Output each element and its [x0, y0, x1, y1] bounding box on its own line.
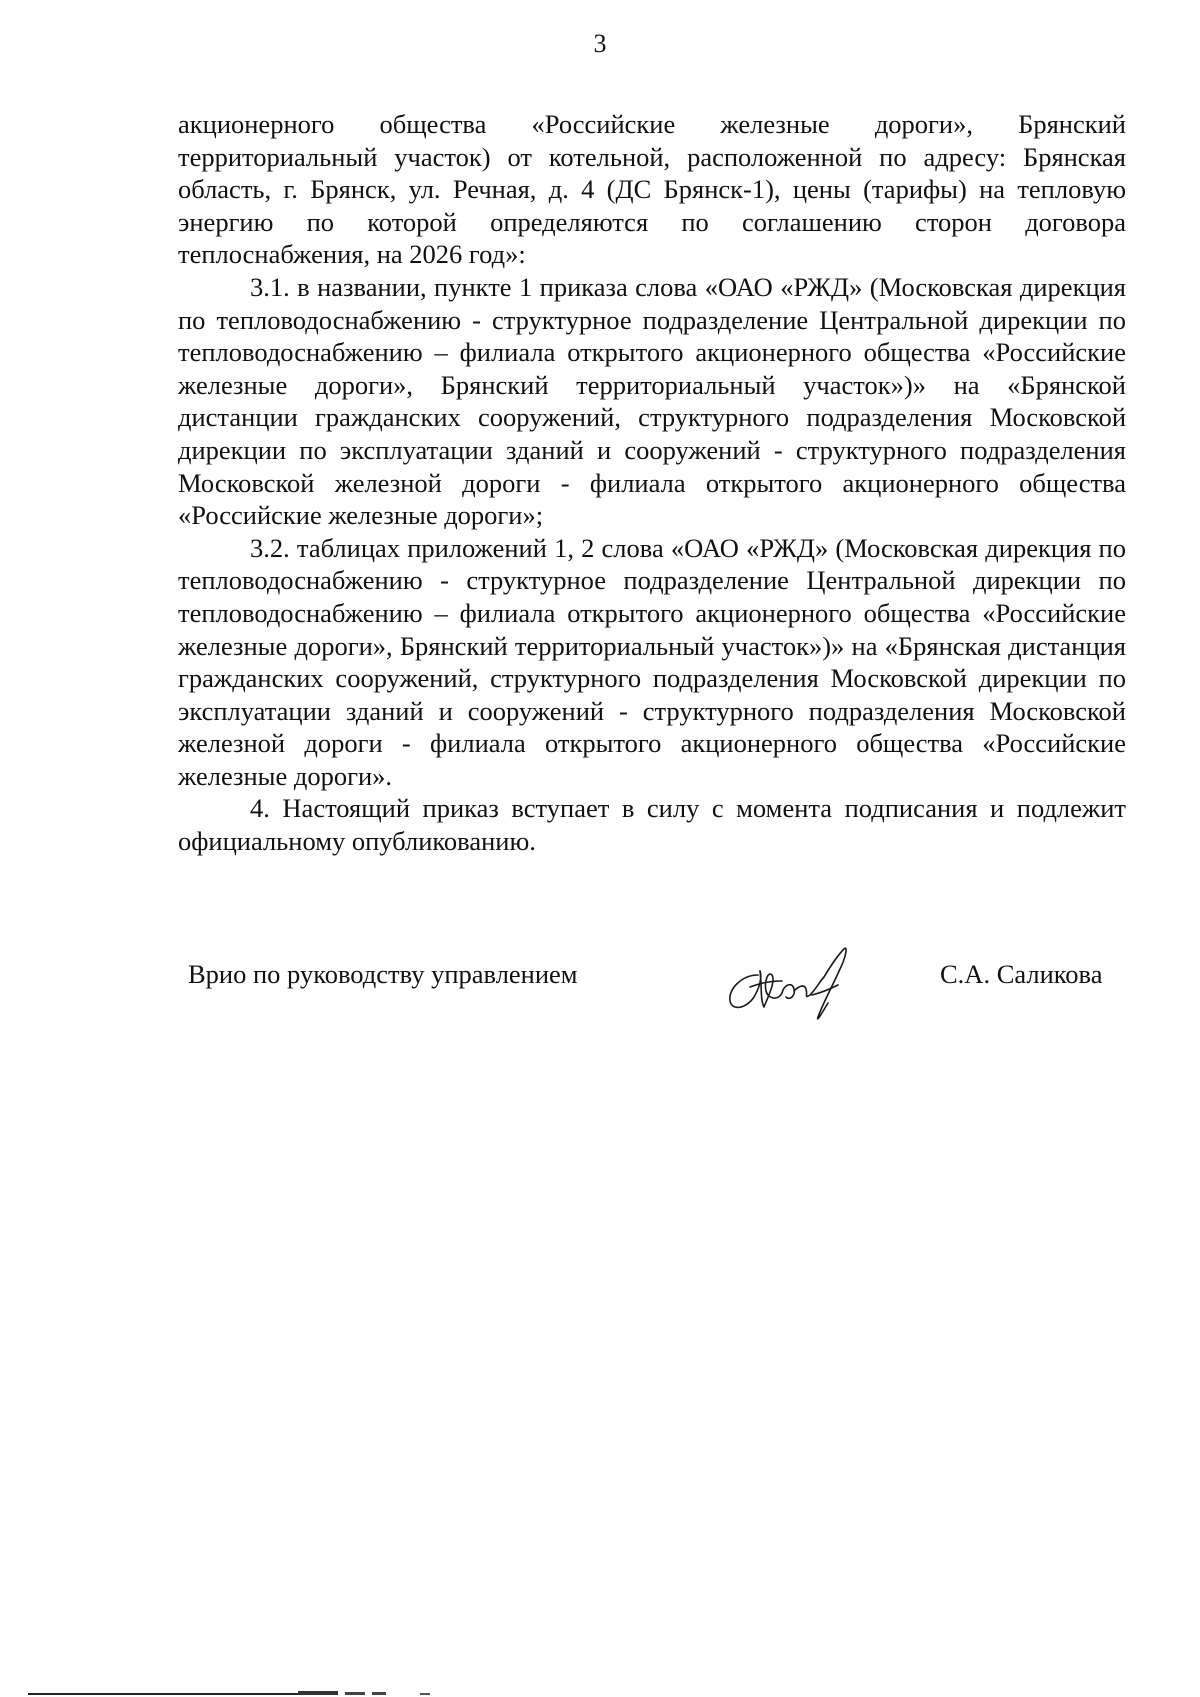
signatory-name: С.А. Саликова — [940, 959, 1103, 989]
paragraph-item-4: 4. Настоящий приказ вступает в силу с момента подписания и подлежит официальному опубликованию. — [178, 793, 1126, 857]
signatory-position: Врио по руководству управлением — [188, 959, 578, 989]
signature-block — [0, 945, 1200, 1035]
paragraph-item-3-1: 3.1. в названии, пункте 1 приказа слова «ОАО «РЖД» (Московская дирекция по тепловодоснабжению - структурное подразделение Центральной дирекции по тепловодоснабжению – филиала открытого акционерного общества «Российские железные дороги», Брянский территориальный участок»)» на «Брянской дистанции гражданских сооружений, структурного подразделения Московской дирекции по эксплуатации зданий и сооружений - структурного подразделения Московской железной дороги - филиала открытого акционерного общества «Российские железные дороги»; — [178, 271, 1126, 531]
document-body — [178, 108, 1126, 858]
paragraph-continuation: акционерного общества «Российские железные дороги», Брянский территориальный участок) от котельной, расположенной по адресу: Брянская область, г. Брянск, ул. Речная, д. 4 (ДС Брянск-1), цены (тарифы) на тепловую энергию по которой определяются по соглашению сторон договора теплоснабжения, на 2026 год»: — [178, 109, 1126, 270]
page-number: 3 — [593, 29, 607, 58]
bottom-edge-mark — [0, 1688, 470, 1697]
paragraph-item-3-2: 3.2. таблицах приложений 1, 2 слова «ОАО «РЖД» (Московская дирекция по тепловодоснабжению - структурное подразделение Центральной дирекции по тепловодоснабжению – филиала открытого акционерного общества «Российские железные дороги», Брянский территориальный участок»)» на «Брянская дистанция гражданских сооружений, структурного подразделения Московской дирекции по эксплуатации зданий и сооружений - структурного подразделения Московской железной дороги - филиала открытого акционерного общества «Российские железные дороги». — [178, 532, 1126, 791]
handwritten-signature — [720, 937, 865, 1032]
